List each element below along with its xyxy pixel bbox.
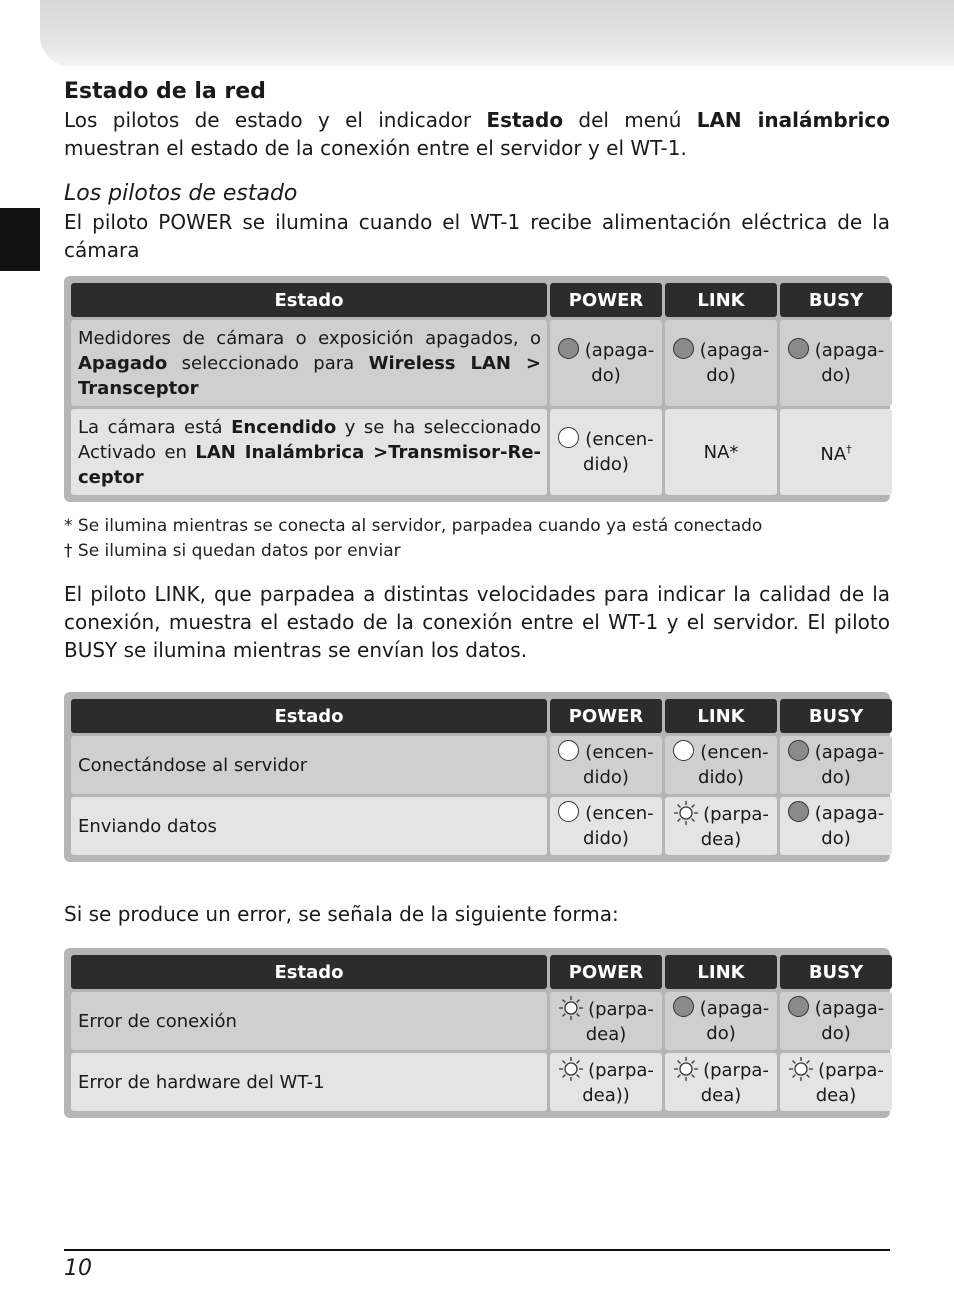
col-power: POWER — [550, 699, 662, 733]
led-blinking-icon — [558, 1056, 584, 1082]
link-cell: (apaga-do) — [665, 320, 777, 406]
led-on-icon — [558, 801, 579, 822]
chapter-tab — [0, 208, 40, 271]
col-link: LINK — [665, 283, 777, 317]
busy-cell: (apaga-do) — [780, 320, 892, 406]
table-row — [71, 320, 892, 406]
table-row — [71, 797, 892, 855]
power-paragraph: El piloto POWER se ilumina cuando el WT-1 recibe alimentación eléctrica de la cámara — [64, 210, 890, 262]
led-blinking-icon — [673, 1056, 699, 1082]
footnote-asterisk: * Se ilumina mientras se conecta al servidor, parpadea cuando ya está conectado — [64, 516, 763, 536]
led-off-icon — [673, 996, 694, 1017]
led-off-icon — [558, 338, 579, 359]
row-description: Conectándose al servidor — [71, 736, 547, 794]
table-footnotes — [64, 514, 890, 564]
status-table-2 — [64, 692, 890, 862]
led-on-icon — [558, 427, 579, 448]
intro-paragraph: Los pilotos de estado y el indicador Estado del menú LAN inalámbrico muestran el estado de la conexión entre el servidor y el WT-1. — [64, 108, 890, 160]
table-row — [71, 409, 892, 495]
power-cell: (encen-dido) — [550, 797, 662, 855]
status-table-1 — [64, 276, 890, 502]
status-table-3 — [64, 948, 890, 1118]
power-cell: (encen-dido) — [550, 409, 662, 495]
section-title: Estado de la red — [64, 79, 266, 104]
col-estado: Estado — [71, 955, 547, 989]
link-cell: (parpa-dea) — [665, 1053, 777, 1111]
busy-cell: (apaga-do) — [780, 992, 892, 1050]
col-busy: BUSY — [780, 699, 892, 733]
page-content — [64, 78, 890, 1118]
busy-cell: NA† — [780, 409, 892, 495]
col-link: LINK — [665, 955, 777, 989]
table-header-row — [71, 699, 892, 733]
link-paragraph: El piloto LINK, que parpadea a distintas velocidades para indicar la calidad de la conexión, muestra el estado de la conexión entre el WT-1 y el servidor. El piloto BUSY se ilumina mientras se envían los datos. — [64, 582, 891, 662]
row-description: Enviando datos — [71, 797, 547, 855]
col-estado: Estado — [71, 283, 547, 317]
table-row — [71, 1053, 892, 1111]
table-row — [71, 736, 892, 794]
col-busy: BUSY — [780, 955, 892, 989]
led-on-icon — [673, 740, 694, 761]
led-blinking-icon — [673, 800, 699, 826]
led-off-icon — [788, 801, 809, 822]
led-off-icon — [788, 338, 809, 359]
power-cell: (parpa-dea) — [550, 992, 662, 1050]
busy-cell: (apaga-do) — [780, 736, 892, 794]
footer-rule — [64, 1249, 890, 1251]
col-estado: Estado — [71, 699, 547, 733]
col-link: LINK — [665, 699, 777, 733]
col-power: POWER — [550, 955, 662, 989]
table-row — [71, 992, 892, 1050]
led-off-icon — [788, 996, 809, 1017]
table-header-row — [71, 283, 892, 317]
col-busy: BUSY — [780, 283, 892, 317]
subsection-title: Los pilotos de estado — [64, 181, 298, 206]
led-off-icon — [788, 740, 809, 761]
header-band — [40, 0, 954, 66]
page-number: 10 — [64, 1256, 92, 1281]
row-description: Error de conexión — [71, 992, 547, 1050]
row-description: La cámara está Encendido y se ha seleccionado Activado en LAN Inalámbrica >Transmisor-Re-ceptor — [71, 409, 547, 495]
link-cell: NA* — [665, 409, 777, 495]
col-power: POWER — [550, 283, 662, 317]
power-cell: (encen-dido) — [550, 736, 662, 794]
row-description: Medidores de cámara o exposición apagados, o Apagado seleccionado para Wireless LAN > Transceptor — [71, 320, 547, 406]
power-cell: (parpa-dea)) — [550, 1053, 662, 1111]
link-cell: (apaga-do) — [665, 992, 777, 1050]
table-header-row — [71, 955, 892, 989]
error-paragraph: Si se produce un error, se señala de la siguiente forma: — [64, 902, 619, 926]
led-off-icon — [673, 338, 694, 359]
busy-cell: (apaga-do) — [780, 797, 892, 855]
footnote-dagger: † Se ilumina si quedan datos por enviar — [64, 541, 401, 561]
row-description: Error de hardware del WT-1 — [71, 1053, 547, 1111]
busy-cell: (parpa-dea) — [780, 1053, 892, 1111]
led-blinking-icon — [558, 995, 584, 1021]
link-cell: (encen-dido) — [665, 736, 777, 794]
power-cell: (apaga-do) — [550, 320, 662, 406]
link-cell: (parpa-dea) — [665, 797, 777, 855]
led-blinking-icon — [788, 1056, 814, 1082]
led-on-icon — [558, 740, 579, 761]
